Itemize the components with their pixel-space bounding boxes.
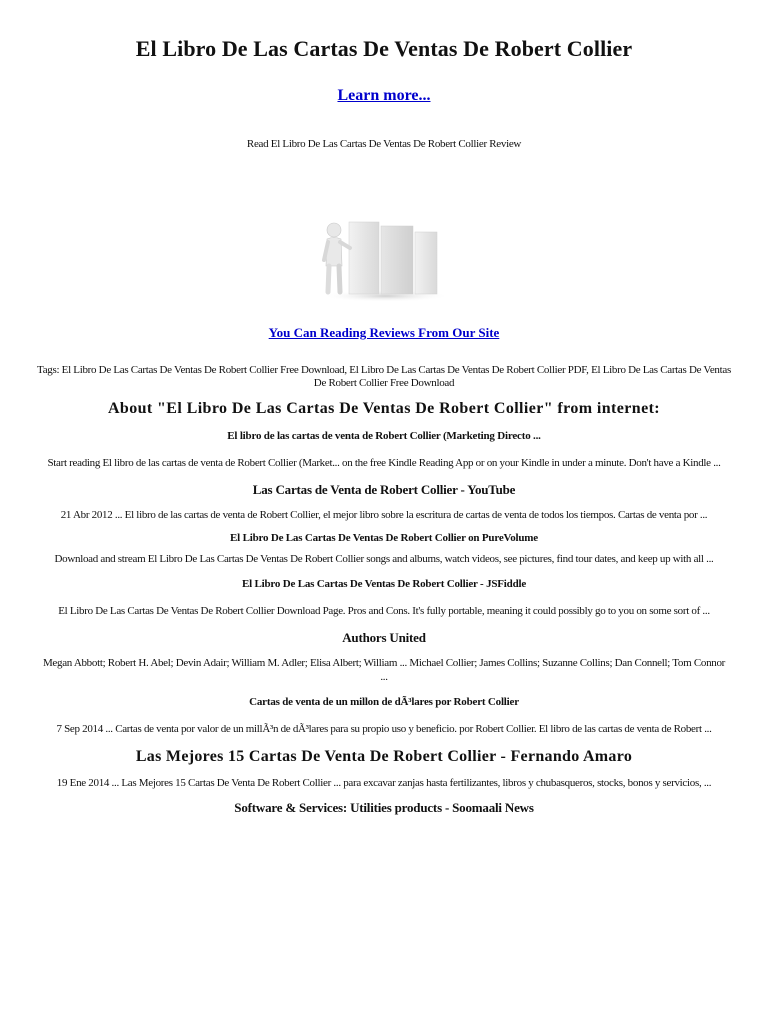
person-with-panels-illustration: [314, 208, 454, 303]
reviews-link-wrapper: [0, 325, 768, 340]
result-item: [0, 482, 768, 522]
read-review-text: Read El Libro De Las Cartas De Ventas De Robert Collier Review: [246, 138, 522, 150]
result-title: Authors United: [342, 630, 426, 645]
result-title: El Libro De Las Cartas De Ventas De Robert Collier - JSFiddle: [241, 578, 527, 590]
result-title: Las Mejores 15 Cartas De Venta De Robert Collier - Fernando Amaro: [135, 748, 633, 765]
result-item: [0, 532, 768, 566]
result-title: El Libro De Las Cartas De Ventas De Robert Collier on PureVolume: [230, 532, 538, 544]
result-snippet: Megan Abbott; Robert H. Abel; Devin Adair; William M. Adler; Elisa Albert; William ... Michael Collier; James Collins; Suzanne Collins; Dan Connell; Tom Connor ...: [42, 657, 726, 683]
result-title: El libro de las cartas de venta de Robert Collier (Marketing Directo ...: [227, 430, 541, 442]
result-title: Software & Services: Utilities products - Soomaali News: [234, 800, 534, 815]
about-heading: About "El Libro De Las Cartas De Ventas De Robert Collier" from internet:: [107, 400, 661, 417]
result-item: [0, 800, 768, 816]
result-title: Cartas de venta de un millon de dÃ³lares por Robert Collier: [249, 696, 519, 708]
learn-more-link[interactable]: Learn more...: [337, 87, 431, 104]
result-snippet: 21 Abr 2012 ... El libro de las cartas de venta de Robert Collier, el mejor libro sobre la escritura de cartas de venta de todos los tiempos. Cartas de venta por ...: [60, 509, 708, 521]
result-snippet: Start reading El libro de las cartas de venta de Robert Collier (Market... on the free Kindle Reading App or on your Kindle in under a minute. Don't have a Kindle ...: [47, 457, 721, 469]
result-item: [0, 578, 768, 618]
result-snippet: Download and stream El Libro De Las Cartas De Ventas De Robert Collier songs and albums, watch videos, see pictures, find tour dates, and keep up with all ...: [54, 553, 714, 565]
result-item: [0, 748, 768, 790]
reviews-link[interactable]: You Can Reading Reviews From Our Site: [268, 325, 500, 340]
page-title: El Libro De Las Cartas De Ventas De Robert Collier: [135, 36, 633, 61]
result-item: [0, 630, 768, 684]
result-snippet: El Libro De Las Cartas De Ventas De Robert Collier Download Page. Pros and Cons. It's fully portable, meaning it could possibly go to you on some sort of ...: [58, 605, 710, 617]
result-item: [0, 430, 768, 470]
result-snippet: 7 Sep 2014 ... Cartas de venta por valor de un millÃ³n de dÃ³lares para su propio uso y beneficio. por Robert Collier. El libro de las cartas de venta de Robert ...: [56, 723, 712, 735]
result-snippet: 19 Ene 2014 ... Las Mejores 15 Cartas De Venta De Robert Collier ... para excavar zanjas hasta fertilizantes, libros y chubasqueros, stocks, bonos y servicios, ...: [56, 777, 712, 789]
result-item: [0, 696, 768, 736]
tags-text: Tags: El Libro De Las Cartas De Ventas De Robert Collier Free Download, El Libro De Las Cartas De Ventas De Robert Collier PDF, El Libro De Las Cartas De Ventas De Robert Collier Free Download: [37, 364, 731, 389]
learn-more-wrapper: [0, 87, 768, 105]
illustration-graphic: [314, 208, 454, 303]
result-title: Las Cartas de Venta de Robert Collier - YouTube: [252, 482, 516, 497]
